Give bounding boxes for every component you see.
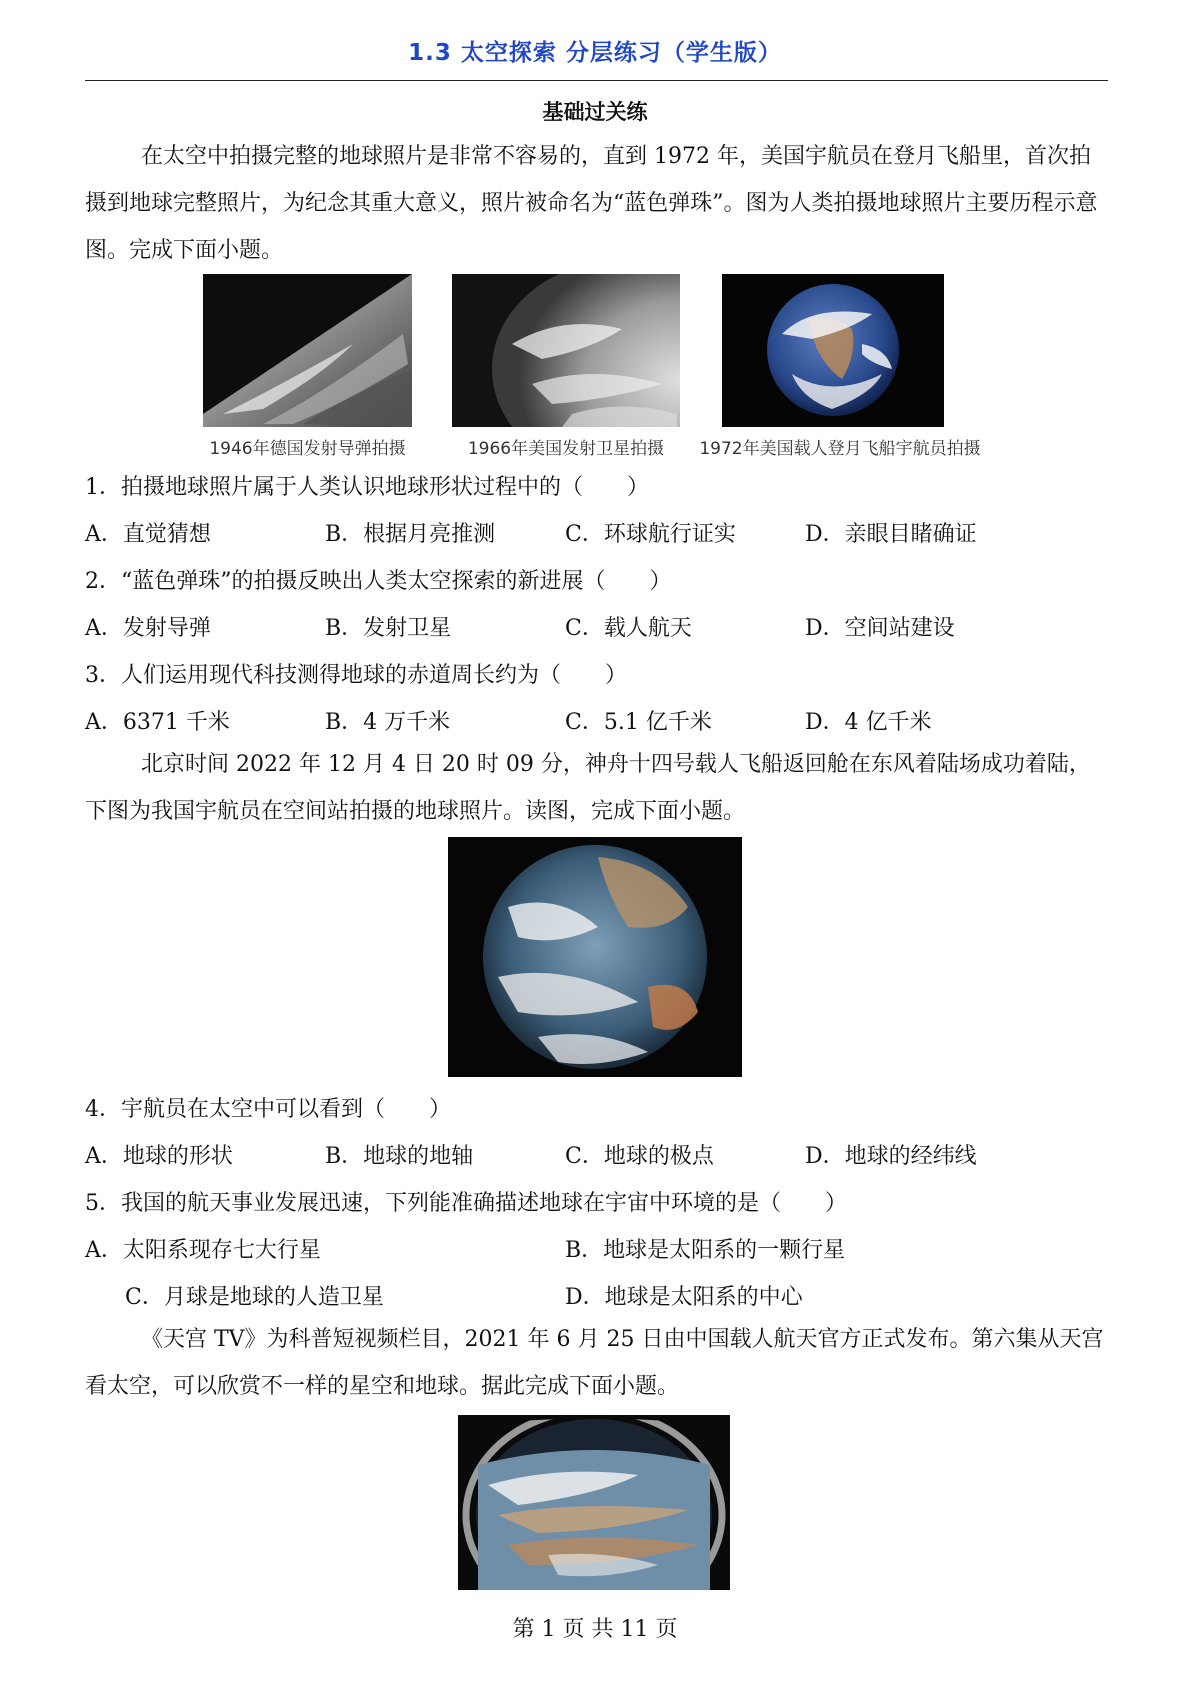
question-1-option-c: C．环球航行证实: [565, 522, 736, 547]
question-4-option-b: B．地球的地轴: [325, 1144, 474, 1169]
question-4-stem: 4．宇航员在太空中可以看到（ ）: [85, 1097, 451, 1122]
question-1-option-a: A．直觉猜想: [85, 522, 211, 547]
passage-2: 北京时间 2022 年 12 月 4 日 20 时 09 分，神舟十四号载人飞船返回舱在东风着陆场成功着陆，下图为我国宇航员在空间站拍摄的地球照片。读图，完成下面小题。: [85, 752, 1091, 824]
section-title: 基础过关练: [542, 100, 648, 124]
question-3-option-a: A．6371 千米: [85, 710, 230, 735]
photo-1966-satellite-earth: [452, 274, 680, 427]
photo-space-station-earth: [448, 837, 742, 1077]
question-3-option-d: D．4 亿千米: [805, 710, 932, 735]
question-5-option-a: A．太阳系现存七大行星: [85, 1238, 321, 1263]
question-5-option-d: D．地球是太阳系的中心: [565, 1285, 803, 1310]
question-5-stem: 5．我国的航天事业发展迅速，下列能准确描述地球在宇宙中环境的是（ ）: [85, 1191, 847, 1216]
page-header-title: 1.3 太空探索 分层练习（学生版）: [408, 40, 782, 66]
question-2-option-c: C．载人航天: [565, 616, 692, 641]
caption-1946: 1946年德国发射导弹拍摄: [209, 439, 406, 459]
question-5-option-c: C．月球是地球的人造卫星: [125, 1285, 384, 1310]
question-2-option-b: B．发射卫星: [325, 616, 452, 641]
question-4-option-d: D．地球的经纬线: [805, 1144, 977, 1169]
question-4-option-a: A．地球的形状: [85, 1144, 233, 1169]
question-4-option-c: C．地球的极点: [565, 1144, 714, 1169]
question-2-option-a: A．发射导弹: [85, 616, 211, 641]
question-5-option-b: B．地球是太阳系的一颗行星: [565, 1238, 846, 1263]
header-divider: [85, 80, 1108, 81]
caption-1966: 1966年美国发射卫星拍摄: [467, 439, 665, 459]
question-2-option-d: D．空间站建设: [805, 616, 955, 641]
question-2-stem: 2．“蓝色弹珠”的拍摄反映出人类太空探索的新进展（ ）: [85, 569, 672, 594]
question-3-stem: 3．人们运用现代科技测得地球的赤道周长约为（ ）: [85, 663, 627, 688]
caption-1972: 1972年美国载人登月飞船宇航员拍摄: [699, 439, 981, 459]
photo-1946-missile-earth: [203, 274, 412, 427]
question-3-option-c: C．5.1 亿千米: [565, 710, 712, 735]
photo-porthole-earth: [458, 1415, 730, 1590]
passage-3: 《天宫 TV》为科普短视频栏目，2021 年 6 月 25 日由中国载人航天官方正式发布。第六集从天宫看太空，可以欣赏不一样的星空和地球。据此完成下面小题。: [85, 1327, 1104, 1399]
question-1-option-b: B．根据月亮推测: [325, 522, 496, 547]
page-number-footer: 第 1 页 共 11 页: [512, 1617, 678, 1642]
photo-1972-blue-marble: [722, 274, 944, 427]
passage-1: 在太空中拍摄完整的地球照片是非常不容易的，直到 1972 年，美国宇航员在登月飞船里，首次拍摄到地球完整照片，为纪念其重大意义，照片被命名为“蓝色弹珠”。图为人类拍摄地球照片主要历程示意图。完成下面小题。: [85, 144, 1098, 263]
question-3-option-b: B．4 万千米: [325, 710, 451, 735]
question-1-option-d: D．亲眼目睹确证: [805, 522, 977, 547]
question-1-stem: 1．拍摄地球照片属于人类认识地球形状过程中的（ ）: [85, 475, 649, 500]
